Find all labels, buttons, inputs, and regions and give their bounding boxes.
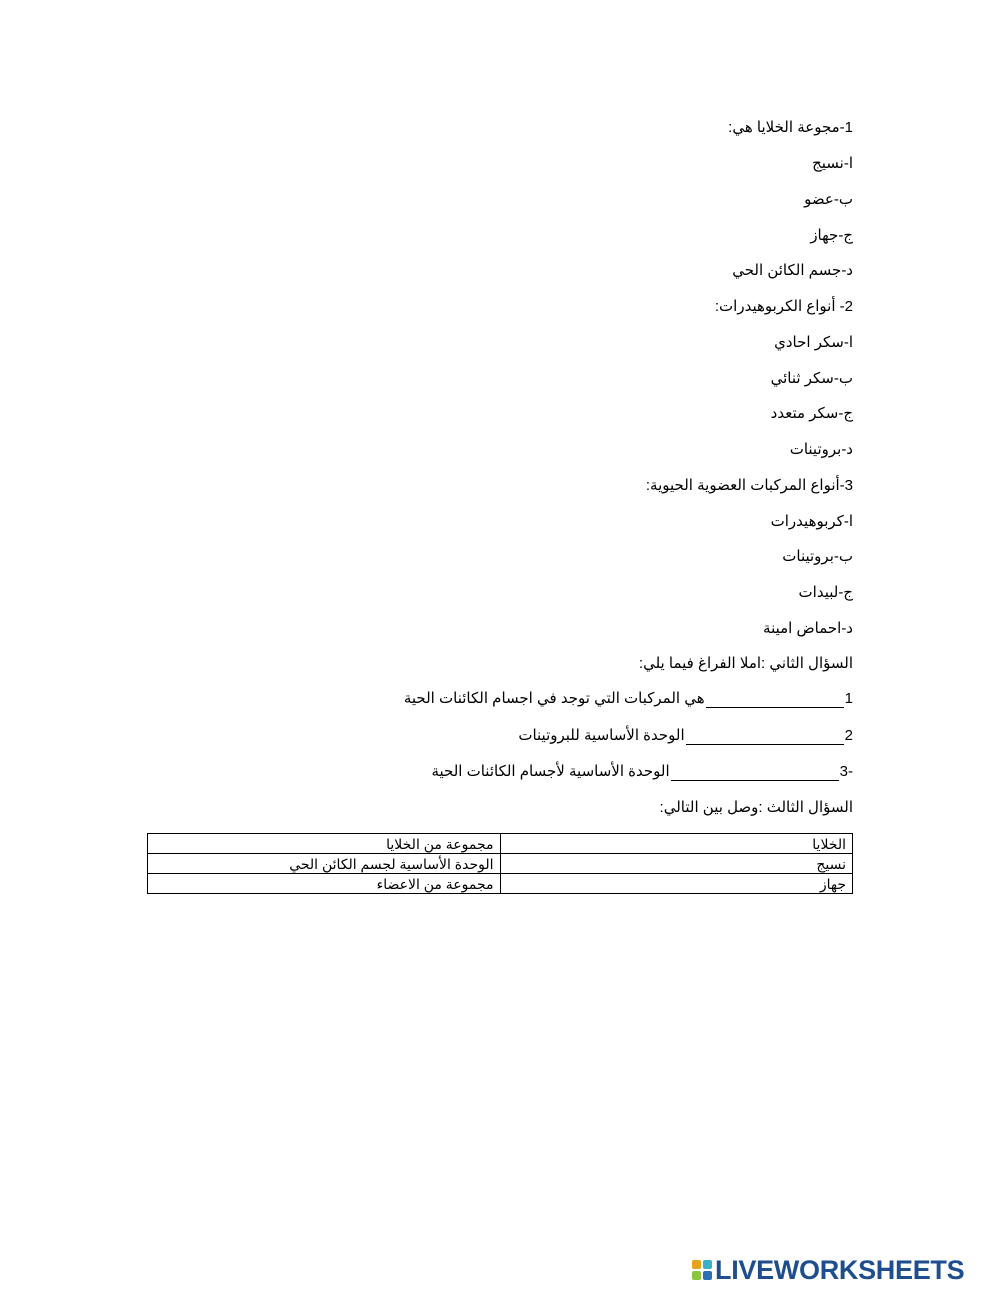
- fill-blank-number: 1: [844, 690, 853, 707]
- answer-blank-2[interactable]: [686, 729, 844, 745]
- question-2-option-d: د-بروتينات: [789, 441, 853, 458]
- matching-definition[interactable]: مجموعة من الخلايا: [148, 834, 501, 854]
- question-1-option-c: ج-جهاز: [810, 227, 853, 244]
- fill-blank-item-3: [431, 763, 853, 781]
- question-3-option-a: ا-كربوهيدرات: [770, 513, 853, 530]
- matching-title: السؤال الثالث :وصل بين التالي:: [659, 799, 853, 816]
- fill-blank-text: الوحدة الأساسية للبروتينات: [518, 727, 685, 744]
- question-3-option-b: ب-بروتينات: [782, 548, 853, 565]
- question-3-option-d: د-احماض امينة: [763, 620, 853, 637]
- fill-blank-item-2: [518, 727, 853, 745]
- fill-blank-item-1: [404, 690, 853, 708]
- table-row: [148, 854, 853, 874]
- question-2-option-b: ب-سكر ثنائي: [770, 370, 853, 387]
- question-1-option-a: ا-نسيج: [812, 155, 853, 172]
- matching-term[interactable]: جهاز: [500, 874, 853, 894]
- matching-table: [147, 833, 853, 894]
- question-3-title: 3-أنواع المركبات العضوية الحيوية:: [645, 477, 853, 494]
- liveworksheets-logo: [692, 1254, 965, 1285]
- fill-blank-number: 2: [844, 727, 853, 744]
- answer-blank-1[interactable]: [706, 692, 844, 708]
- question-1-title: 1-مجوعة الخلايا هي:: [728, 119, 853, 136]
- fill-blank-text: هي المركبات التي توجد في اجسام الكائنات الحية: [403, 690, 705, 707]
- fill-blank-text: الوحدة الأساسية لأجسام الكائنات الحية: [431, 763, 670, 780]
- question-1-option-d: د-جسم الكائن الحي: [732, 262, 853, 279]
- matching-term[interactable]: نسيج: [500, 854, 853, 874]
- question-2-title: 2- أنواع الكربوهيدرات:: [714, 298, 853, 315]
- brand-name: LIVEWORKSHEETS: [715, 1254, 965, 1285]
- fill-blank-number: -3: [839, 763, 853, 780]
- question-2-option-c: ج-سكر متعدد: [770, 405, 853, 422]
- matching-definition[interactable]: مجموعة من الاعضاء: [148, 874, 501, 894]
- table-row: [148, 834, 853, 854]
- table-row: [148, 874, 853, 894]
- liveworksheets-logo-icon: [692, 1260, 712, 1280]
- question-3-option-c: ج-لبيدات: [798, 584, 853, 601]
- fill-blanks-title: السؤال الثاني :املا الفراغ فيما يلي:: [638, 655, 853, 672]
- answer-blank-3[interactable]: [671, 765, 839, 781]
- matching-term[interactable]: الخلايا: [500, 834, 853, 854]
- question-1-option-b: ب-عضو: [804, 191, 853, 208]
- matching-definition[interactable]: الوحدة الأساسية لجسم الكائن الحي: [148, 854, 501, 874]
- question-2-option-a: ا-سكر احادي: [774, 334, 853, 351]
